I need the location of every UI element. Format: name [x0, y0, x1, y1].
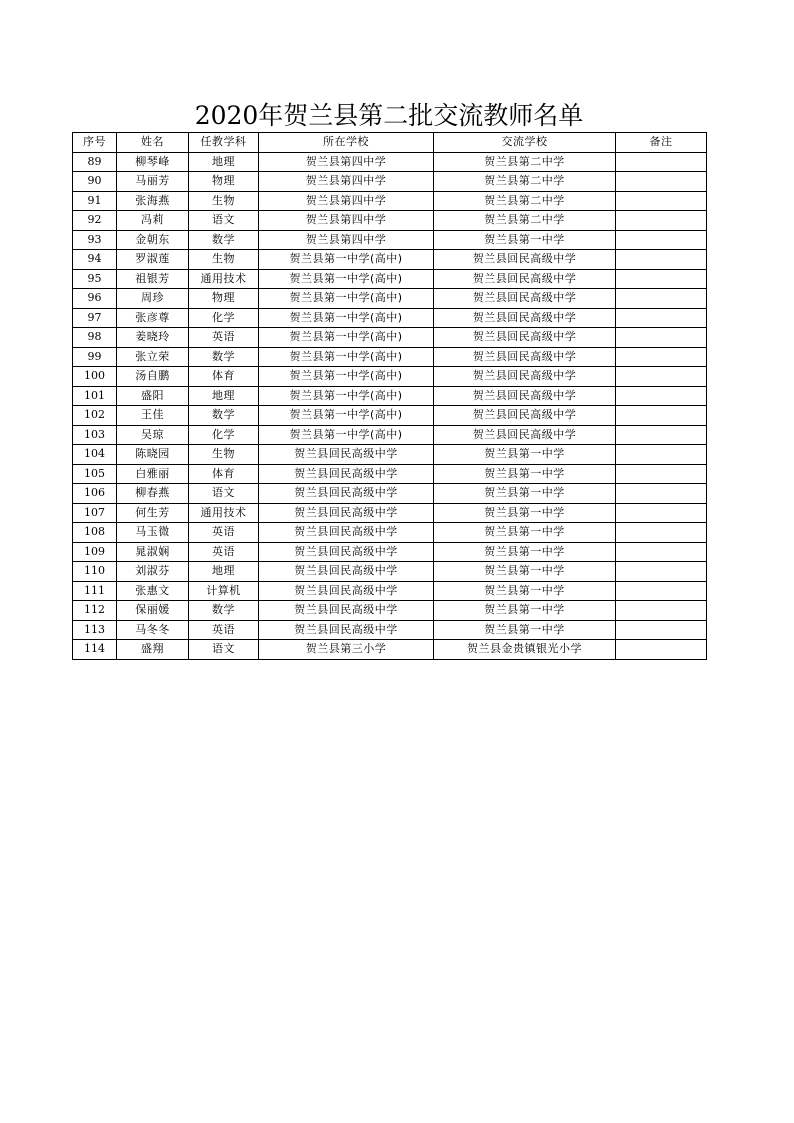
cell-remarks: [616, 425, 707, 445]
table-row: [73, 250, 707, 270]
table-row: [73, 289, 707, 309]
cell-remarks: [616, 230, 707, 250]
cell-remarks: [616, 445, 707, 465]
cell-subject: 生物: [189, 191, 259, 211]
cell-name: 罗淑莲: [117, 250, 189, 270]
cell-remarks: [616, 464, 707, 484]
table-row: [73, 484, 707, 504]
cell-name: 白雅丽: [117, 464, 189, 484]
cell-current-school: 贺兰县第四中学: [259, 191, 434, 211]
cell-current-school: 贺兰县第一中学(高中): [259, 425, 434, 445]
cell-exchange-school: 贺兰县第二中学: [434, 211, 616, 231]
cell-name: 张惠文: [117, 581, 189, 601]
cell-exchange-school: 贺兰县回民高级中学: [434, 367, 616, 387]
table-row: [73, 211, 707, 231]
cell-current-school: 贺兰县回民高级中学: [259, 523, 434, 543]
cell-exchange-school: 贺兰县回民高级中学: [434, 328, 616, 348]
table-row: [73, 230, 707, 250]
cell-name: 马丽芳: [117, 172, 189, 192]
cell-remarks: [616, 601, 707, 621]
cell-name: 刘淑芬: [117, 562, 189, 582]
cell-subject: 通用技术: [189, 503, 259, 523]
table-row: [73, 367, 707, 387]
table-row: [73, 620, 707, 640]
cell-name: 张立荣: [117, 347, 189, 367]
cell-remarks: [616, 542, 707, 562]
cell-subject: 英语: [189, 620, 259, 640]
cell-name: 张海燕: [117, 191, 189, 211]
cell-seq: 95: [73, 269, 117, 289]
cell-name: 盛阳: [117, 386, 189, 406]
teacher-roster-table: [72, 132, 707, 660]
cell-current-school: 贺兰县回民高级中学: [259, 464, 434, 484]
cell-remarks: [616, 367, 707, 387]
cell-exchange-school: 贺兰县第二中学: [434, 191, 616, 211]
cell-seq: 106: [73, 484, 117, 504]
cell-exchange-school: 贺兰县回民高级中学: [434, 425, 616, 445]
cell-seq: 90: [73, 172, 117, 192]
cell-name: 盛翔: [117, 640, 189, 660]
cell-exchange-school: 贺兰县回民高级中学: [434, 250, 616, 270]
table-row: [73, 640, 707, 660]
cell-name: 王佳: [117, 406, 189, 426]
cell-seq: 108: [73, 523, 117, 543]
cell-seq: 107: [73, 503, 117, 523]
cell-current-school: 贺兰县回民高级中学: [259, 562, 434, 582]
cell-seq: 93: [73, 230, 117, 250]
table-row: [73, 308, 707, 328]
table-row: [73, 503, 707, 523]
cell-name: 马冬冬: [117, 620, 189, 640]
cell-current-school: 贺兰县第一中学(高中): [259, 250, 434, 270]
cell-seq: 102: [73, 406, 117, 426]
header-current-school: 所在学校: [259, 133, 434, 153]
cell-exchange-school: 贺兰县回民高级中学: [434, 289, 616, 309]
cell-seq: 101: [73, 386, 117, 406]
cell-name: 何生芳: [117, 503, 189, 523]
cell-current-school: 贺兰县第一中学(高中): [259, 308, 434, 328]
table-header-row: [73, 133, 707, 153]
cell-remarks: [616, 640, 707, 660]
cell-subject: 化学: [189, 308, 259, 328]
cell-exchange-school: 贺兰县回民高级中学: [434, 269, 616, 289]
cell-exchange-school: 贺兰县第二中学: [434, 172, 616, 192]
cell-name: 晁淑娴: [117, 542, 189, 562]
cell-seq: 100: [73, 367, 117, 387]
cell-remarks: [616, 191, 707, 211]
cell-seq: 114: [73, 640, 117, 660]
cell-exchange-school: 贺兰县回民高级中学: [434, 386, 616, 406]
cell-seq: 104: [73, 445, 117, 465]
cell-subject: 生物: [189, 445, 259, 465]
cell-seq: 98: [73, 328, 117, 348]
cell-subject: 语文: [189, 484, 259, 504]
table-row: [73, 562, 707, 582]
cell-remarks: [616, 172, 707, 192]
cell-remarks: [616, 484, 707, 504]
cell-exchange-school: 贺兰县第一中学: [434, 503, 616, 523]
header-remarks: 备注: [616, 133, 707, 153]
cell-seq: 111: [73, 581, 117, 601]
cell-subject: 体育: [189, 367, 259, 387]
cell-current-school: 贺兰县回民高级中学: [259, 620, 434, 640]
cell-current-school: 贺兰县回民高级中学: [259, 581, 434, 601]
cell-subject: 数学: [189, 406, 259, 426]
cell-exchange-school: 贺兰县回民高级中学: [434, 308, 616, 328]
cell-name: 汤自鹏: [117, 367, 189, 387]
cell-exchange-school: 贺兰县第一中学: [434, 542, 616, 562]
cell-subject: 数学: [189, 347, 259, 367]
cell-current-school: 贺兰县第四中学: [259, 172, 434, 192]
cell-subject: 物理: [189, 289, 259, 309]
table-row: [73, 328, 707, 348]
table-row: [73, 386, 707, 406]
cell-remarks: [616, 308, 707, 328]
cell-exchange-school: 贺兰县第一中学: [434, 230, 616, 250]
cell-name: 吴琼: [117, 425, 189, 445]
table-row: [73, 347, 707, 367]
cell-remarks: [616, 523, 707, 543]
cell-current-school: 贺兰县第一中学(高中): [259, 386, 434, 406]
cell-exchange-school: 贺兰县第一中学: [434, 620, 616, 640]
cell-name: 柳琴峰: [117, 152, 189, 172]
cell-seq: 99: [73, 347, 117, 367]
cell-current-school: 贺兰县第一中学(高中): [259, 367, 434, 387]
cell-remarks: [616, 328, 707, 348]
cell-remarks: [616, 152, 707, 172]
cell-exchange-school: 贺兰县金贵镇银光小学: [434, 640, 616, 660]
cell-seq: 105: [73, 464, 117, 484]
cell-subject: 英语: [189, 542, 259, 562]
cell-name: 祖银芳: [117, 269, 189, 289]
table-body: [73, 152, 707, 659]
header-seq: 序号: [73, 133, 117, 153]
cell-remarks: [616, 211, 707, 231]
table-row: [73, 523, 707, 543]
table-row: [73, 542, 707, 562]
cell-name: 柳春燕: [117, 484, 189, 504]
cell-current-school: 贺兰县第四中学: [259, 152, 434, 172]
cell-exchange-school: 贺兰县第一中学: [434, 445, 616, 465]
cell-subject: 数学: [189, 230, 259, 250]
table-row: [73, 601, 707, 621]
cell-subject: 语文: [189, 211, 259, 231]
cell-current-school: 贺兰县第一中学(高中): [259, 328, 434, 348]
cell-exchange-school: 贺兰县第一中学: [434, 562, 616, 582]
cell-remarks: [616, 269, 707, 289]
cell-current-school: 贺兰县第一中学(高中): [259, 269, 434, 289]
cell-subject: 通用技术: [189, 269, 259, 289]
cell-name: 马玉微: [117, 523, 189, 543]
cell-current-school: 贺兰县回民高级中学: [259, 601, 434, 621]
table-row: [73, 445, 707, 465]
cell-seq: 112: [73, 601, 117, 621]
table-row: [73, 425, 707, 445]
cell-subject: 物理: [189, 172, 259, 192]
table-row: [73, 269, 707, 289]
cell-remarks: [616, 347, 707, 367]
cell-name: 姜晓玲: [117, 328, 189, 348]
cell-subject: 地理: [189, 152, 259, 172]
cell-name: 陈晓园: [117, 445, 189, 465]
cell-current-school: 贺兰县第四中学: [259, 211, 434, 231]
cell-current-school: 贺兰县第一中学(高中): [259, 347, 434, 367]
cell-seq: 94: [73, 250, 117, 270]
cell-remarks: [616, 406, 707, 426]
cell-exchange-school: 贺兰县第一中学: [434, 484, 616, 504]
cell-current-school: 贺兰县回民高级中学: [259, 445, 434, 465]
cell-subject: 生物: [189, 250, 259, 270]
cell-subject: 计算机: [189, 581, 259, 601]
cell-seq: 113: [73, 620, 117, 640]
cell-subject: 英语: [189, 328, 259, 348]
cell-name: 张彦尊: [117, 308, 189, 328]
table-row: [73, 406, 707, 426]
cell-seq: 96: [73, 289, 117, 309]
cell-exchange-school: 贺兰县第一中学: [434, 523, 616, 543]
cell-subject: 体育: [189, 464, 259, 484]
cell-seq: 91: [73, 191, 117, 211]
cell-seq: 109: [73, 542, 117, 562]
cell-seq: 92: [73, 211, 117, 231]
cell-current-school: 贺兰县第一中学(高中): [259, 406, 434, 426]
cell-name: 周珍: [117, 289, 189, 309]
table-row: [73, 464, 707, 484]
cell-remarks: [616, 250, 707, 270]
cell-remarks: [616, 620, 707, 640]
cell-current-school: 贺兰县回民高级中学: [259, 542, 434, 562]
cell-name: 金朝东: [117, 230, 189, 250]
cell-seq: 97: [73, 308, 117, 328]
cell-seq: 110: [73, 562, 117, 582]
table-row: [73, 581, 707, 601]
header-subject: 任教学科: [189, 133, 259, 153]
cell-subject: 语文: [189, 640, 259, 660]
cell-remarks: [616, 289, 707, 309]
table-row: [73, 172, 707, 192]
table-row: [73, 191, 707, 211]
cell-subject: 地理: [189, 386, 259, 406]
cell-seq: 103: [73, 425, 117, 445]
cell-exchange-school: 贺兰县回民高级中学: [434, 406, 616, 426]
header-name: 姓名: [117, 133, 189, 153]
cell-current-school: 贺兰县回民高级中学: [259, 484, 434, 504]
cell-remarks: [616, 503, 707, 523]
cell-current-school: 贺兰县回民高级中学: [259, 503, 434, 523]
cell-subject: 化学: [189, 425, 259, 445]
cell-seq: 89: [73, 152, 117, 172]
cell-exchange-school: 贺兰县第一中学: [434, 601, 616, 621]
cell-remarks: [616, 386, 707, 406]
cell-current-school: 贺兰县第一中学(高中): [259, 289, 434, 309]
cell-exchange-school: 贺兰县第一中学: [434, 581, 616, 601]
cell-subject: 英语: [189, 523, 259, 543]
cell-name: 保丽媛: [117, 601, 189, 621]
cell-subject: 地理: [189, 562, 259, 582]
cell-exchange-school: 贺兰县回民高级中学: [434, 347, 616, 367]
document-title: 2020年贺兰县第二批交流教师名单: [194, 101, 584, 130]
cell-current-school: 贺兰县第三小学: [259, 640, 434, 660]
cell-current-school: 贺兰县第四中学: [259, 230, 434, 250]
cell-remarks: [616, 581, 707, 601]
cell-subject: 数学: [189, 601, 259, 621]
cell-exchange-school: 贺兰县第一中学: [434, 464, 616, 484]
cell-remarks: [616, 562, 707, 582]
cell-name: 冯莉: [117, 211, 189, 231]
header-exchange-school: 交流学校: [434, 133, 616, 153]
table-row: [73, 152, 707, 172]
cell-exchange-school: 贺兰县第二中学: [434, 152, 616, 172]
